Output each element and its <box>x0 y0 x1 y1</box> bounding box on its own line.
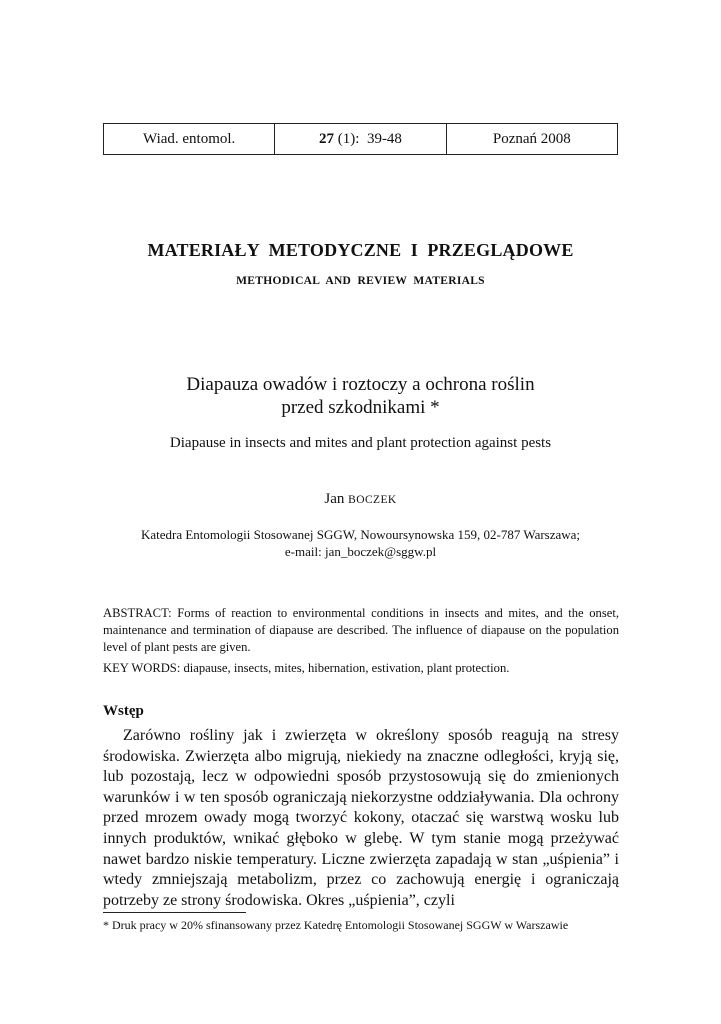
footnote-rule <box>103 912 246 913</box>
affiliation-address: Katedra Entomologii Stosowanej SGGW, Nowoursynowska 159, 02-787 Warszawa; <box>140 527 581 542</box>
section-subtitle: METHODICAL AND REVIEW MATERIALS <box>236 275 485 287</box>
footnote: * Druk pracy w 20% sfinansowany przez Katedrę Entomologii Stosowanej SGGW w Warszawie <box>103 918 569 932</box>
article-title <box>0 373 721 419</box>
affiliation <box>0 526 721 560</box>
issue-pages: (1): 39-48 <box>334 130 402 147</box>
journal-name: Wiad. entomol. <box>143 130 236 147</box>
volume-issue <box>274 124 445 154</box>
place-year: Poznań 2008 <box>446 124 617 154</box>
journal-header-table <box>103 123 618 155</box>
article-title-line1: Diapauza owadów i roztoczy a ochrona roślin <box>186 374 535 395</box>
article-title-line2: przed szkodnikami * <box>281 397 440 418</box>
abstract: ABSTRACT: Forms of reaction to environmental conditions in insects and mites, and the onset, maintenance and termination of diapause are described. The influence of diapause on the population level of plant pests are given. <box>103 606 619 654</box>
article-title-english: Diapause in insects and mites and plant protection against pests <box>169 435 552 451</box>
author-first-name: Jan <box>324 491 349 507</box>
intro-heading: Wstęp <box>103 703 144 719</box>
author-last-name: BOCZEK <box>348 494 397 506</box>
intro-paragraph: Zarówno rośliny jak i zwierzęta w określony sposób reagują na stresy środowiska. Zwierzęta albo migrują, niekiedy na znaczne odległości, kryją się, lub pozostają, lecz w odpowiedni sposób przystosowują się do zmienionych warunków i w ten sposób ograniczają niekorzystne oddziaływania. Dla ochrony przed mrozem owady mogą tworzyć kokony, otaczać się warstwą wosku lub innych produktów, wnikać głęboko w glebę. W tym stanie mogą przeżywać nawet bardzo niskie temperatury. Liczne zwierzęta zapadają w stan „uśpienia” i wtedy zmniejszają metabolizm, przez co zachowują energię i ograniczają potrzeby ze strony środowiska. Okres „uśpienia”, czyli <box>103 727 619 909</box>
author <box>0 491 721 508</box>
volume-number: 27 <box>319 130 335 147</box>
keywords: KEY WORDS: diapause, insects, mites, hibernation, estivation, plant protection. <box>103 661 510 675</box>
affiliation-email: e-mail: jan_boczek@sggw.pl <box>284 544 437 559</box>
section-title: MATERIAŁY METODYCZNE I PRZEGLĄDOWE <box>147 240 574 260</box>
